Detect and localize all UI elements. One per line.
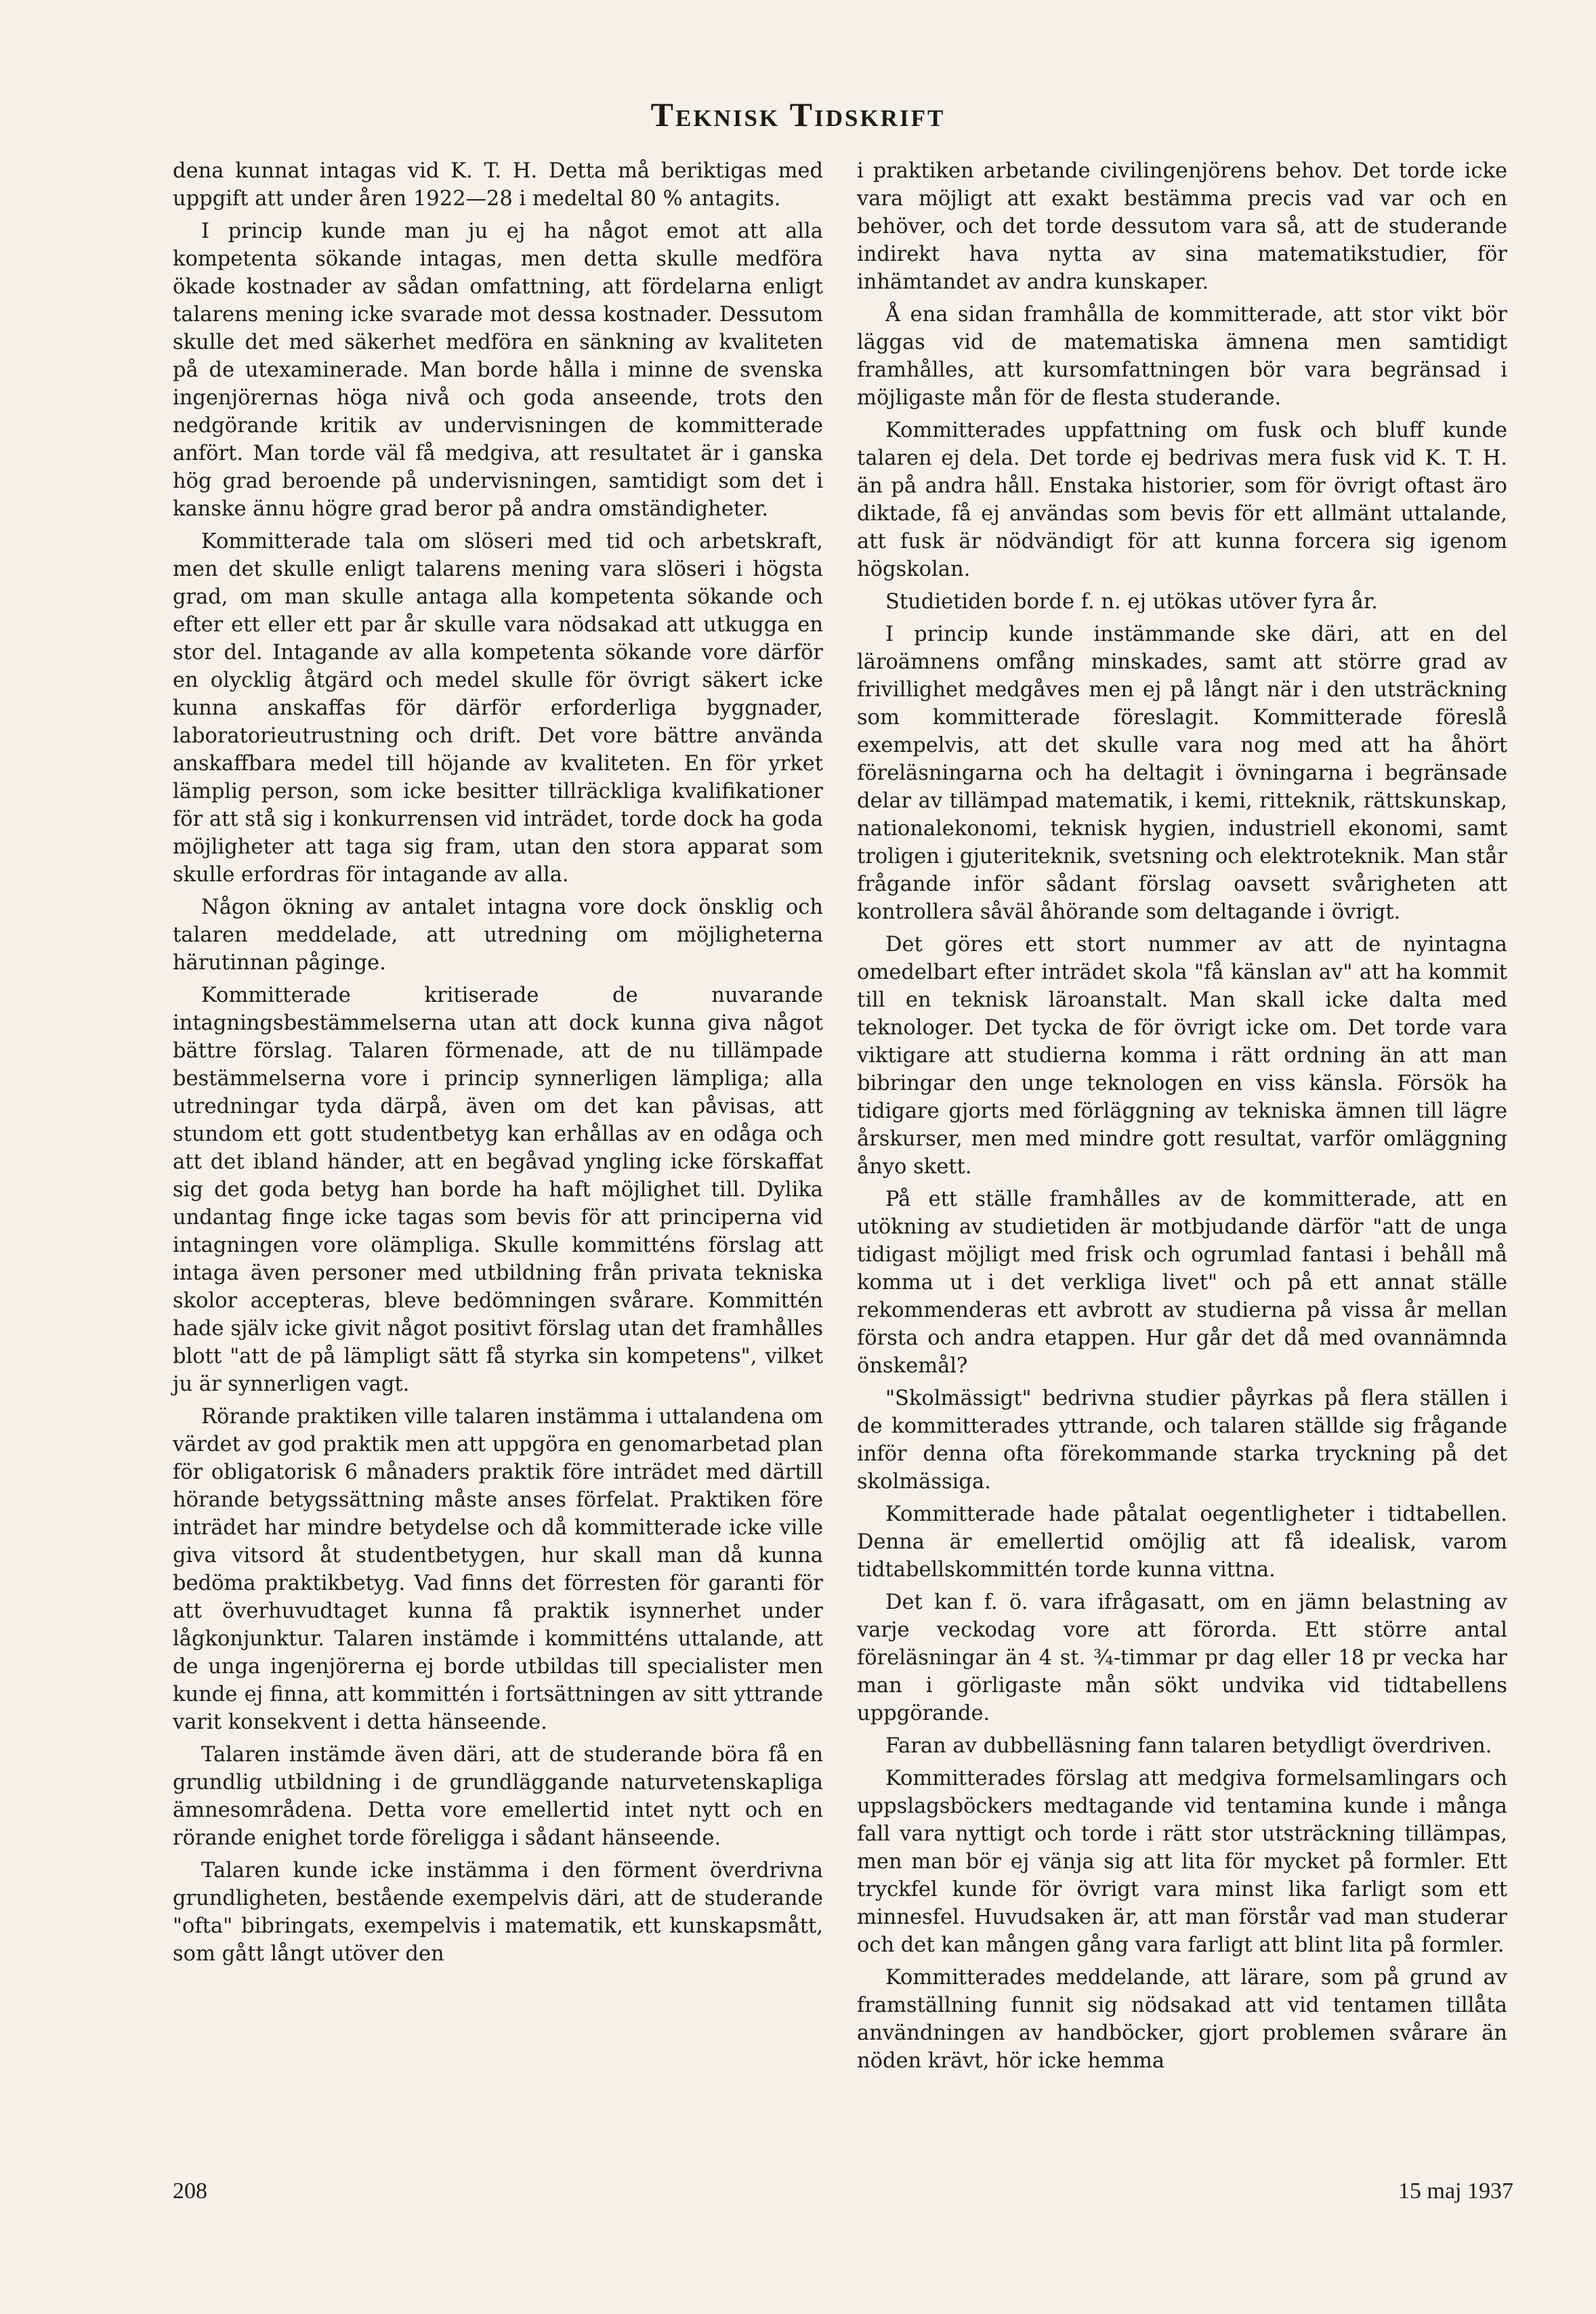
paragraph: Rörande praktiken ville talaren instämma i uttalandena om värdet av god praktik men att uppgöra en genomarbetad plan för obligatorisk 6 månaders praktik före inträdet med därtill hörande betygssättning måste anses förfelat. Praktiken före inträdet har mindre betydelse och då kommitterade icke ville giva vitsord åt studentbetygen, hur skall man då kunna bedöma praktikbetyg. Vad finns det förresten för garanti för att överhuvudtaget kunna få praktik isynnerhet under lågkonjunktur. Talaren instämde i kommitténs uttalande, att de unga ingenjörerna ej borde utbildas till specialister men kunde ej finna, att kommittén i fortsättningen av sitt yttrande varit konsekvent i detta hänseende. — [173, 1405, 823, 1734]
paragraph: dena kunnat intagas vid K. T. H. Detta må beriktigas med uppgift att under åren 1922—28 i medeltal 80 % antagits. — [173, 159, 823, 211]
left-column — [173, 157, 823, 1973]
paragraph: Någon ökning av antalet intagna vore dock önsklig och talaren meddelade, att utredning om möjligheterna härutinnan påginge. — [173, 896, 823, 975]
paragraph: Kommitterades meddelande, att lärare, som på grund av framställning funnit sig nödsakad att vid tentamen tillåta användningen av handböcker, gjort problemen svårare än nöden krävt, hör icke hemma — [857, 1966, 1507, 2073]
right-column — [857, 157, 1507, 2080]
paragraph: Kommitterades uppfattning om fusk och bluff kunde talaren ej dela. Det torde ej bedrivas mera fusk vid K. T. H. än på andra håll. Enstaka historier, som för övrigt oftast äro diktade, få ej användas som bevis för ett allmänt uttalande, att fusk är nödvändigt för att kunna forcera sig igenom högskolan. — [857, 419, 1507, 581]
page-number: 208 — [173, 2179, 207, 2204]
paragraph: Faran av dubbelläsning fann talaren betydligt överdriven. — [885, 1734, 1492, 1758]
paragraph: I princip kunde instämmande ske däri, att en del läroämnens omfång minskades, samt att större grad av frivillighet medgåves men ej på långt när i den utsträckning som kommitterade föreslagit. Kommitterade föreslå exempelvis, att det skulle vara nog med att ha åhört föreläsningarna och ha deltagit i övningarna i begränsade delar av tillämpad matematik, i kemi, ritteknik, rättskunskap, nationalekonomi, teknisk hygien, industriell ekonomi, samt troligen i gjuteriteknik, svetsning och elektroteknik. Man står frågande inför sådant förslag oavsett svårigheten att kontrollera såväl åhörande som deltagande i övrigt. — [857, 623, 1507, 924]
paragraph: På ett ställe framhålles av de kommitterade, att en utökning av studietiden är motbjudande därför "att de unga tidigast möjligt med frisk och ogrumlad fantasi i behåll må komma ut i det verkliga livet" och på ett annat ställe rekommenderas ett avbrott av studierna på vissa år mellan första och andra etappen. Hur går det då med ovannämnda önskemål? — [857, 1187, 1507, 1378]
paragraph: Kommitterade kritiserade de nuvarande intagningsbestämmelserna utan att dock kunna giva något bättre förslag. Talaren förmenade, att de nu tillämpade bestämmelserna vore i princip synnerligen lämpliga; alla utredningar tyda därpå, även om det kan påvisas, att stundom ett gott studentbetyg kan erhållas av en odåga och att det ibland händer, att en begåvad yngling icke förskaffat sig det goda betyg han borde ha haft möjlighet till. Dylika undantag finge icke tagas som bevis för att principerna vid intagningen vore olämpliga. Skulle kommitténs förslag att intaga även personer med utbildning från privata tekniska skolor accepteras, bleve bedömningen svårare. Kommittén hade själv icke givit något positivt förslag utan det framhålles blott "att de på lämpligt sätt få styrka sin kompetens", vilket ju är synnerligen vagt. — [173, 984, 823, 1396]
journal-header: Teknisk Tidskrift — [650, 96, 946, 133]
paragraph: Å ena sidan framhålla de kommitterade, att stor vikt bör läggas vid de matematiska ämnena men samtidigt framhålles, att kursomfattningen bör vara begränsad i möjligaste mån för de flesta studerande. — [857, 303, 1507, 410]
paragraph: Kommitterades förslag att medgiva formelsamlingars och uppslagsböckers medtagande vid tentamina kunde i många fall vara nyttigt och torde i rätt stor utsträckning tillämpas, men man bör ej vänja sig att lita för mycket på formler. Ett tryckfel kunde för övrigt vara minst lika farligt som ett minnesfel. Huvudsaken är, att man förstår vad man studerar och det kan mången gång vara farligt att blint lita på formler. — [857, 1767, 1507, 1957]
paragraph: Studietiden borde f. n. ej utökas utöver fyra år. — [885, 590, 1378, 614]
paragraph: Kommitterade tala om slöseri med tid och arbetskraft, men det skulle enligt talarens mening vara slöseri i högsta grad, om man skulle antaga alla kompetenta sökande och efter ett eller ett par år skulle vara nödsakad att utkugga en stor del. Intagande av alla kompetenta sökande vore därför en olycklig åtgärd och medel skulle för övrigt säkert icke kunna anskaffas för därför erforderliga byggnader, laboratorieutrustning och drift. Det vore bättre använda anskaffbara medel till höjande av kvaliteten. En för yrket lämplig person, som icke besitter tillräckliga kvalifikationer för att stå sig i konkurrensen vid inträdet, torde dock ha goda möjligheter att taga sig fram, utan den stora apparat som skulle erfordras för intagande av alla. — [173, 530, 823, 887]
paragraph: Det göres ett stort nummer av att de nyintagna omedelbart efter inträdet skola "få känslan av" att ha kommit till en teknisk läroanstalt. Man skall icke dalta med teknologer. Det tycka de för övrigt icke om. Det torde vara viktigare att studierna komma i rätt ordning än att man bibringar den unge teknologen en viss känsla. Försök ha tidigare gjorts med förläggning av tekniska ämnen till lägre årskurser, men med mindre gott resultat, varför omläggning ånyo skett. — [857, 933, 1507, 1179]
issue-date: 15 maj 1937 — [1398, 2179, 1513, 2204]
paragraph: Kommitterade hade påtalat oegentligheter i tidtabellen. Denna är emellertid omöjlig att få idealisk, varom tidtabellskommittén torde kunna vittna. — [857, 1502, 1507, 1582]
paragraph: "Skolmässigt" bedrivna studier påyrkas på flera ställen i de kommitterades yttrande, och talaren ställde sig frågande inför denna ofta förekommande starka tryckning på det skolmässiga. — [857, 1387, 1507, 1494]
paragraph: Det kan f. ö. vara ifrågasatt, om en jämn belastning av varje veckodag vore att förorda. Ett större antal föreläsningar än 4 st. ¾-timmar pr dag eller 18 pr vecka har man i görligaste mån sökt undvika vid tidtabellens uppgörande. — [857, 1591, 1507, 1725]
paragraph: Talaren kunde icke instämma i den förment överdrivna grundligheten, bestående exempelvis däri, att de studerande "ofta" bibringats, exempelvis i matematik, ett kunskapsmått, som gått långt utöver den — [173, 1859, 823, 1966]
paragraph: I princip kunde man ju ej ha något emot att alla kompetenta sökande intagas, men detta skulle medföra ökade kostnader av sådan omfattning, att fördelarna enligt talarens mening icke svarade mot dessa kostnader. Dessutom skulle det med säkerhet medföra en sänkning av kvaliteten på de utexaminerade. Man borde hålla i minne de svenska ingenjörernas höga nivå och goda anseende, trots den nedgörande kritik av undervisningen de kommitterade anfört. Man torde väl få medgiva, att resultatet är i ganska hög grad beroende på undervisningen, samtidigt som det i kanske ännu högre grad beror på andra omständigheter. — [173, 219, 823, 521]
paragraph: Talaren instämde även däri, att de studerande böra få en grundlig utbildning i de grundläggande naturvetenskapliga ämnesområdena. Detta vore emellertid intet nytt och en rörande enighet torde föreligga i sådant hänseende. — [173, 1743, 823, 1850]
paragraph: i praktiken arbetande civilingenjörens behov. Det torde icke vara möjligt att exakt bestämma precis vad var och en behöver, och det torde dessutom vara så, att de studerande indirekt hava nytta av sina matematikstudier, för inhämtandet av andra kunskaper. — [857, 159, 1507, 294]
